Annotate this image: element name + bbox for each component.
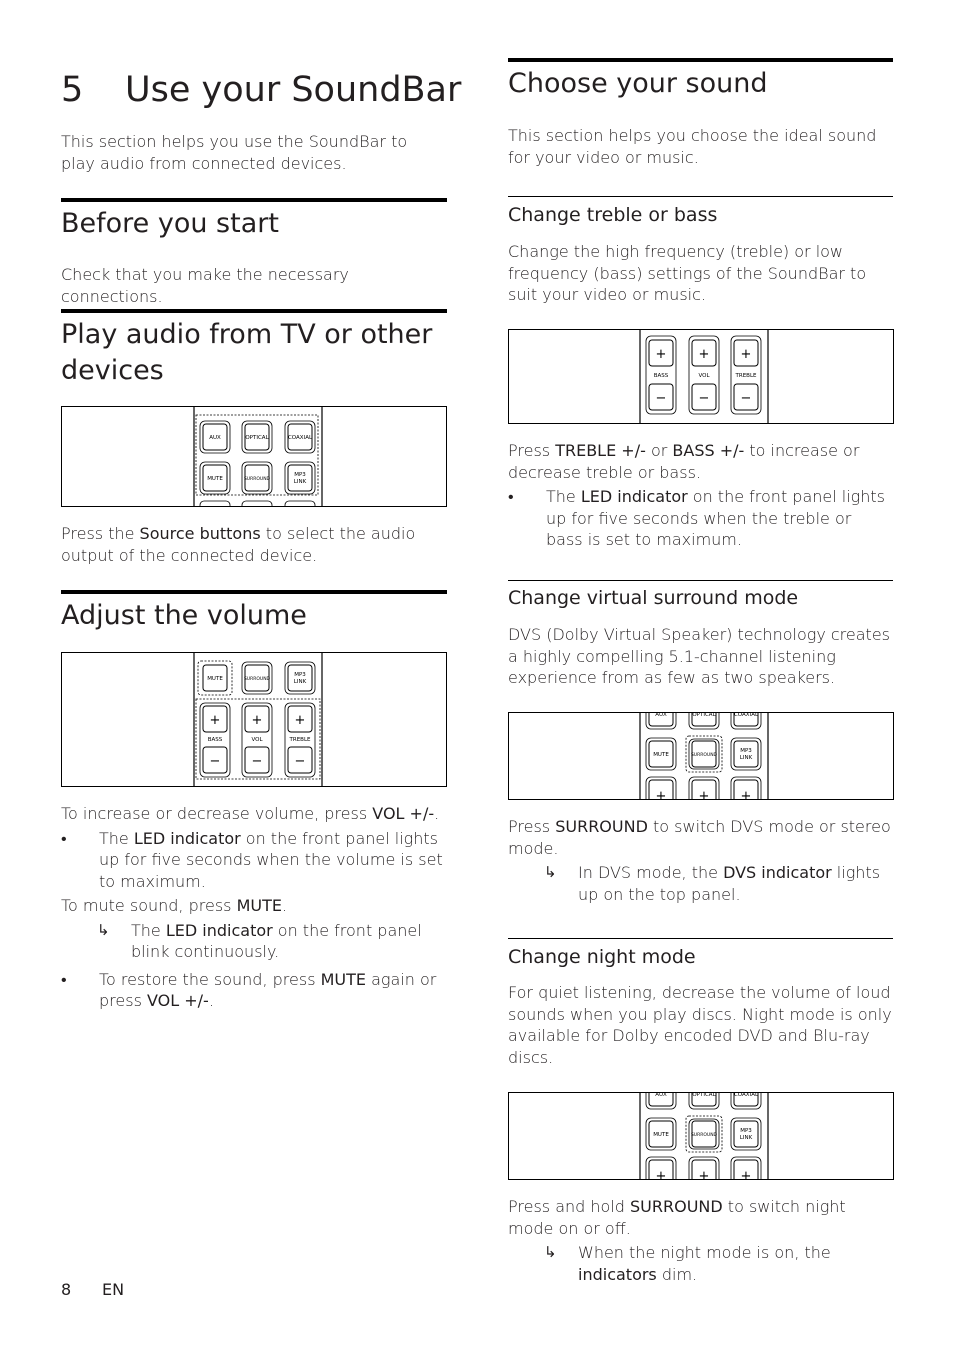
svg-text:MUTE: MUTE [207,676,223,682]
svg-text:SURROUND: SURROUND [243,477,271,482]
adjust-volume-heading: Adjust the volume [61,600,307,631]
svg-text:AUX: AUX [209,435,221,441]
vol-plus-button [689,1157,719,1179]
treble-plus-button [731,777,761,799]
svg-text:+: + [655,347,667,362]
svg-text:SURROUND: SURROUND [243,677,271,682]
svg-text:OPTICAL: OPTICAL [245,435,269,441]
night-mode-arrow-item: ↳ When the night mode is on, the indicators dim. [544,1243,831,1284]
svg-text:−: − [209,754,221,769]
svg-text:−: − [655,391,667,406]
svg-text:+: + [294,713,306,728]
volume-instructions [61,803,447,1012]
mute-button [200,462,230,494]
result-arrow-icon: ↳ [97,920,110,939]
optical-button [242,421,272,453]
bass-plus-button [646,777,676,799]
result-arrow-icon: ↳ [544,1243,557,1261]
source-buttons-figure [61,406,447,507]
svg-text:SURROUND: SURROUND [690,753,718,758]
svg-text:MP3: MP3 [740,1128,752,1134]
treble-bass-figure [508,329,894,424]
choose-sound-intro: This section helps you choose the ideal sound for your video or music. [508,126,877,167]
svg-text:MUTE: MUTE [653,1132,669,1138]
mute-line: To mute sound, press MUTE. [61,896,288,915]
svg-text:COAXIAL: COAXIAL [733,713,759,718]
mp3-link-button [731,738,761,770]
surround-button [242,662,272,694]
surround-instructions [508,816,893,905]
surround-figure [508,712,894,800]
mute-button [203,665,227,691]
svg-text:BASS: BASS [207,737,223,743]
section-rule [61,309,447,313]
treble-plus-button [731,1157,761,1179]
section-rule [508,58,893,62]
surround-heading: Change virtual surround mode [508,587,799,609]
mp3-link-button [285,662,315,694]
chapter-number: 5 [61,70,84,110]
volume-buttons-figure [61,652,447,787]
svg-text:+: + [698,347,710,362]
surround-button [689,1119,719,1149]
svg-text:SURROUND: SURROUND [690,1133,718,1138]
svg-text:OPTICAL: OPTICAL [692,713,716,718]
mute-button [646,738,676,770]
play-audio-text: Press the Source buttons to select the audio output of the connected device. [61,524,416,565]
language-code: EN [102,1280,125,1299]
svg-text:MP3: MP3 [294,472,306,478]
remote-surround-illustration [509,713,893,799]
play-audio-heading-line2: devices [61,355,164,386]
result-arrow-icon: ↳ [544,863,557,881]
svg-text:LINK: LINK [739,1135,753,1141]
page-number: 8 [61,1280,72,1299]
subsection-rule [508,580,893,581]
volume-bullet1: • The LED indicator on the front panel lights up for five seconds when the volume is set to maximum. [61,828,443,891]
surround-button [689,739,719,769]
surround-text: DVS (Dolby Virtual Speaker) technology creates a highly compelling 5.1-channel listening experience from as few as two speakers. [508,625,891,687]
surround-press: Press SURROUND to switch DVS mode or stereo mode. [508,817,891,858]
svg-text:+: + [698,1169,710,1179]
treble-bass-press: Press TREBLE +/- or BASS +/- to increase or decrease treble or bass. [508,441,860,482]
night-mode-press: Press and hold SURROUND to switch night mode on or off. [508,1197,846,1238]
svg-text:MP3: MP3 [294,672,306,678]
surround-button [242,462,272,494]
svg-text:−: − [294,754,306,769]
mute-arrow-item: ↳ The LED indicator on the front panel blink continuously. [97,920,422,961]
subsection-rule [508,196,893,197]
svg-text:−: − [698,391,710,406]
svg-text:BASS: BASS [653,373,669,379]
treble-bass-text: Change the high frequency (treble) or low frequency (bass) settings of the SoundBar to suit your video or music. [508,242,867,304]
svg-text:LINK: LINK [293,479,307,485]
svg-text:+: + [251,713,263,728]
svg-text:+: + [209,713,221,728]
subsection-rule [508,938,893,939]
section-rule [61,590,447,594]
chapter-intro: This section helps you use the SoundBar to play audio from connected devices. [61,132,408,173]
mute-button [646,1118,676,1150]
bass-plus-button [646,1157,676,1179]
play-audio-heading [61,317,432,389]
night-mode-text: For quiet listening, decrease the volume of loud sounds when you play discs. Night mode is only available for Dolby encoded DVD and Blu-ray discs. [508,983,892,1067]
svg-text:+: + [655,789,667,799]
svg-text:COAXIAL: COAXIAL [733,1093,759,1098]
svg-text:TREBLE: TREBLE [735,373,757,379]
night-mode-heading: Change night mode [508,946,696,968]
svg-text:AUX: AUX [655,1093,667,1098]
mp3-link-button [285,462,315,494]
section-rule [61,198,447,202]
svg-text:OPTICAL: OPTICAL [692,1093,716,1098]
svg-text:VOL: VOL [251,737,263,743]
before-start-text: Check that you make the necessary connections. [61,265,349,306]
svg-text:+: + [655,1169,667,1179]
svg-text:TREBLE: TREBLE [289,737,311,743]
svg-text:+: + [740,789,752,799]
svg-text:MP3: MP3 [740,748,752,754]
surround-arrow-item: ↳ In DVS mode, the DVS indicator lights up on the top panel. [544,863,881,904]
mp3-link-button [731,1118,761,1150]
choose-sound-heading: Choose your sound [508,68,768,99]
night-mode-instructions [508,1196,893,1285]
remote-volume-illustration [62,653,446,786]
night-mode-figure [508,1092,894,1180]
vol-plus-button [689,777,719,799]
svg-text:VOL: VOL [698,373,710,379]
remote-source-illustration [62,407,446,506]
volume-line1: To increase or decrease volume, press VOL +/-. [61,804,440,823]
remote-night-illustration [509,1093,893,1179]
before-start-heading: Before you start [61,208,279,239]
svg-text:+: + [740,1169,752,1179]
remote-tone-illustration [509,330,893,423]
chapter-title: Use your SoundBar [125,70,462,110]
treble-bass-instructions [508,440,893,551]
svg-text:COAXIAL: COAXIAL [287,435,313,441]
svg-text:−: − [740,391,752,406]
svg-text:LINK: LINK [293,679,307,685]
svg-text:+: + [740,347,752,362]
svg-text:−: − [251,754,263,769]
svg-text:MUTE: MUTE [653,752,669,758]
svg-text:+: + [698,789,710,799]
svg-text:MUTE: MUTE [207,476,223,482]
aux-button [200,421,230,453]
play-audio-heading-line1: Play audio from TV or other [61,319,433,350]
treble-bass-heading: Change treble or bass [508,204,718,226]
coaxial-button [285,421,315,453]
svg-text:LINK: LINK [739,755,753,761]
volume-bullet2: • To restore the sound, press MUTE again or press VOL +/-. [61,969,437,1010]
treble-bass-bullet: • The LED indicator on the front panel lights up for five seconds when the treble or bass is set to maximum. [508,487,886,549]
svg-text:AUX: AUX [655,713,667,718]
